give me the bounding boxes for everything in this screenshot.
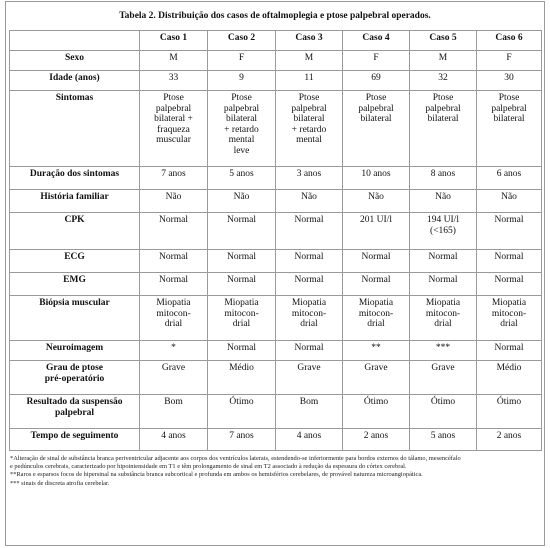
- table-cell: Não: [410, 190, 477, 213]
- table-row: [10, 190, 542, 213]
- row-label: Biópsia muscular: [10, 296, 140, 341]
- table-cell: 9: [208, 71, 276, 91]
- table-cell: Ptose palpebral bilateral + retardo mental leve: [208, 91, 276, 167]
- row-label: Sexo: [10, 51, 140, 71]
- table-cell: F: [208, 51, 276, 71]
- header-caso-5: Caso 5: [410, 31, 477, 51]
- table-cell: ***: [410, 341, 477, 361]
- table-row: [10, 51, 542, 71]
- table-cell: Grave: [343, 361, 410, 395]
- table-cell: Normal: [276, 341, 343, 361]
- table-row: [10, 91, 542, 167]
- table-cell: M: [140, 51, 208, 71]
- table-row: [10, 429, 542, 451]
- table-cell: Grave: [140, 361, 208, 395]
- table-cell: Ptose palpebral bilateral + fraqueza muscular: [140, 91, 208, 167]
- table-cell: 10 anos: [343, 167, 410, 190]
- table-cell: Normal: [410, 273, 477, 296]
- table-cell: 11: [276, 71, 343, 91]
- table-row: [10, 213, 542, 250]
- table-cell: Normal: [410, 250, 477, 273]
- table-cell: Ptose palpebral bilateral + retardo mental: [276, 91, 343, 167]
- table-cell: 7 anos: [140, 167, 208, 190]
- table-cell: F: [477, 51, 542, 71]
- table-cell: 2 anos: [343, 429, 410, 451]
- table-cell: Miopatia mitocon- drial: [410, 296, 477, 341]
- footnote: *Alteração de sinal de substância branca periventricular adjacente aos corpos dos ventrículos laterais, estendendo-se inferiormente para bordos externos do tálamo, mesencéfalo: [10, 455, 461, 462]
- cases-table: [9, 30, 542, 451]
- footnote: **Raros e esparsos focos de hipersinal na substância branca subcortical e profunda em ambos os hemisférios cerebelares, de provável natureza microangiopática.: [10, 471, 423, 479]
- header-caso-1: Caso 1: [140, 31, 208, 51]
- table-cell: M: [276, 51, 343, 71]
- table-cell: 201 UI/l: [343, 213, 410, 250]
- table-cell: Miopatia mitocon- drial: [477, 296, 542, 341]
- table-cell: 6 anos: [477, 167, 542, 190]
- table-cell: 5 anos: [208, 167, 276, 190]
- header-row: [10, 31, 542, 51]
- row-label: ECG: [10, 250, 140, 273]
- table-cell: Normal: [208, 273, 276, 296]
- table-row: [10, 167, 542, 190]
- document-page: [5, 1, 545, 546]
- table-cell: Ptose palpebral bilateral: [477, 91, 542, 167]
- row-label: CPK: [10, 213, 140, 250]
- header-corner: [10, 31, 140, 51]
- table-cell: Médio: [477, 361, 542, 395]
- table-cell: Médio: [208, 361, 276, 395]
- header-caso-4: Caso 4: [343, 31, 410, 51]
- table-cell: Bom: [140, 395, 208, 429]
- table-cell: 69: [343, 71, 410, 91]
- table-cell: Normal: [276, 213, 343, 250]
- table-cell: Ptose palpebral bilateral: [410, 91, 477, 167]
- table-cell: Normal: [477, 341, 542, 361]
- table-cell: Normal: [343, 250, 410, 273]
- table-row: [10, 273, 542, 296]
- table-cell: Normal: [477, 250, 542, 273]
- table-cell: 2 anos: [477, 429, 542, 451]
- footnote: *** sinais de discreta atrofia cerebelar.: [10, 479, 110, 487]
- header-caso-2: Caso 2: [208, 31, 276, 51]
- table-cell: Não: [276, 190, 343, 213]
- header-caso-3: Caso 3: [276, 31, 343, 51]
- table-cell: Miopatia mitocon- drial: [140, 296, 208, 341]
- table-cell: 3 anos: [276, 167, 343, 190]
- table-cell: Normal: [140, 273, 208, 296]
- table-cell: 4 anos: [140, 429, 208, 451]
- table-cell: 194 UI/l (<165): [410, 213, 477, 250]
- table-cell: Miopatia mitocon- drial: [343, 296, 410, 341]
- row-label: Sintomas: [10, 91, 140, 167]
- header-caso-6: Caso 6: [477, 31, 542, 51]
- table-cell: Normal: [477, 213, 542, 250]
- table-cell: Não: [208, 190, 276, 213]
- footnote: e pedúnculos cerebrais, caracterizado por hipointensidade em T1 e têm prolongamento de sinal em T2 associado à redução da espessura do córtex cerebral.: [10, 463, 407, 471]
- row-label: História familiar: [10, 190, 140, 213]
- row-label: Grau de ptose pré-operatório: [10, 361, 140, 395]
- table-row: [10, 250, 542, 273]
- table-cell: Normal: [208, 250, 276, 273]
- table-cell: Não: [477, 190, 542, 213]
- table-cell: Miopatia mitocon- drial: [276, 296, 343, 341]
- table-cell: 30: [477, 71, 542, 91]
- table-caption: Tabela 2. Distribuição dos casos de oftalmoplegia e ptose palpebral operados.: [119, 11, 431, 21]
- table-cell: *: [140, 341, 208, 361]
- table-cell: Ótimo: [208, 395, 276, 429]
- table-cell: Miopatia mitocon- drial: [208, 296, 276, 341]
- table-cell: Grave: [276, 361, 343, 395]
- row-label: Duração dos sintomas: [10, 167, 140, 190]
- table-row: [10, 395, 542, 429]
- row-label: Tempo de seguimento: [10, 429, 140, 451]
- table-cell: Ótimo: [343, 395, 410, 429]
- table-cell: Não: [140, 190, 208, 213]
- table-cell: 8 anos: [410, 167, 477, 190]
- table-cell: Normal: [208, 341, 276, 361]
- table-cell: Normal: [343, 273, 410, 296]
- table-cell: Normal: [477, 273, 542, 296]
- table-cell: Normal: [276, 250, 343, 273]
- table-cell: F: [343, 51, 410, 71]
- table-cell: Normal: [208, 213, 276, 250]
- table-cell: **: [343, 341, 410, 361]
- footnotes: [6, 451, 544, 488]
- table-row: [10, 296, 542, 341]
- table-cell: Ótimo: [477, 395, 542, 429]
- row-label: Idade (anos): [10, 71, 140, 91]
- row-label: EMG: [10, 273, 140, 296]
- table-row: [10, 341, 542, 361]
- table-cell: Grave: [410, 361, 477, 395]
- table-cell: Normal: [140, 213, 208, 250]
- table-cell: Não: [343, 190, 410, 213]
- table-cell: Normal: [140, 250, 208, 273]
- table-cell: 7 anos: [208, 429, 276, 451]
- table-cell: Ótimo: [410, 395, 477, 429]
- table-cell: 33: [140, 71, 208, 91]
- row-label: Resultado da suspensão palpebral: [10, 395, 140, 429]
- table-cell: 5 anos: [410, 429, 477, 451]
- table-cell: Ptose palpebral bilateral: [343, 91, 410, 167]
- table-cell: Normal: [276, 273, 343, 296]
- row-label: Neuroimagem: [10, 341, 140, 361]
- table-cell: Bom: [276, 395, 343, 429]
- table-cell: M: [410, 51, 477, 71]
- table-row: [10, 71, 542, 91]
- table-row: [10, 361, 542, 395]
- table-cell: 32: [410, 71, 477, 91]
- table-cell: 4 anos: [276, 429, 343, 451]
